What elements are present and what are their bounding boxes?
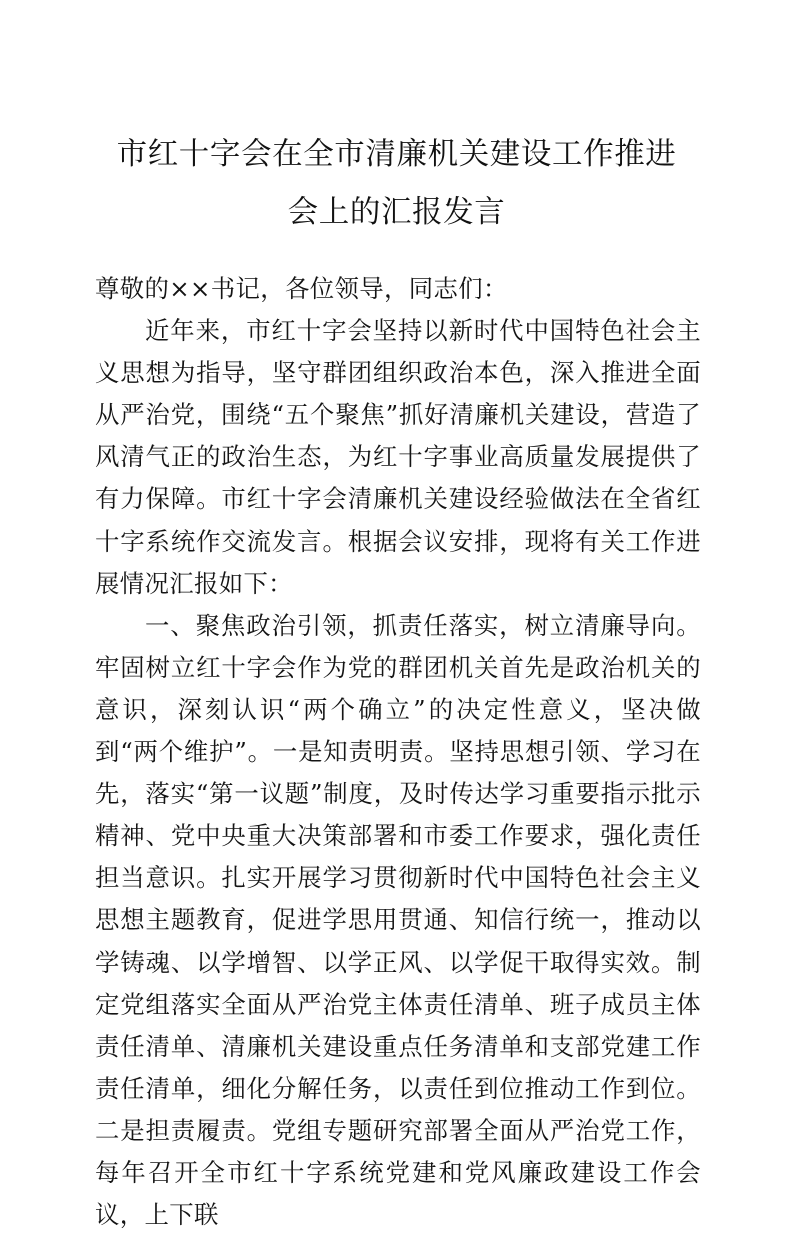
page-title-line-1: 市红十字会在全市清廉机关建设工作推进 <box>116 137 677 172</box>
salutation-line: 尊敬的××书记，各位领导，同志们： <box>95 274 508 303</box>
page-title-line-2: 会上的汇报发言 <box>287 195 506 230</box>
document-body <box>95 268 701 1236</box>
body-paragraph-1: 近年来，市红十字会坚持以新时代中国特色社会主义思想为指导，坚守群团组织政治本色，深入推进全面从严治党，围绕“五个聚焦”抓好清廉机关建设，营造了风清气正的政治生态，为红十字事业高质量发展提供了有力保障。市红十字会清廉机关建设经验做法在全省红十字系统作交流发言。根据会议安排，现将有关工作进展情况汇报如下： <box>95 316 701 598</box>
page-title <box>96 126 697 242</box>
body-paragraph-2: 一、聚焦政治引领，抓责任落实，树立清廉导向。牢固树立红十字会作为党的群团机关首先是政治机关的意识，深刻认识“两个确立”的决定性意义，坚决做到“两个维护”。一是知责明责。坚持思想引领、学习在先，落实“第一议题”制度，及时传达学习重要指示批示精神、党中央重大决策部署和市委工作要求，强化责任担当意识。扎实开展学习贯彻新时代中国特色社会主义思想主题教育，促进学思用贯通、知信行统一，推动以学铸魂、以学增智、以学正风、以学促干取得实效。制定党组落实全面从严治党主体责任清单、班子成员主体责任清单、清廉机关建设重点任务清单和支部党建工作责任清单，细化分解任务，以责任到位推动工作到位。二是担责履责。党组专题研究部署全面从严治党工作，每年召开全市红十字系统党建和党风廉政建设工作会议，上下联 <box>95 610 701 1230</box>
